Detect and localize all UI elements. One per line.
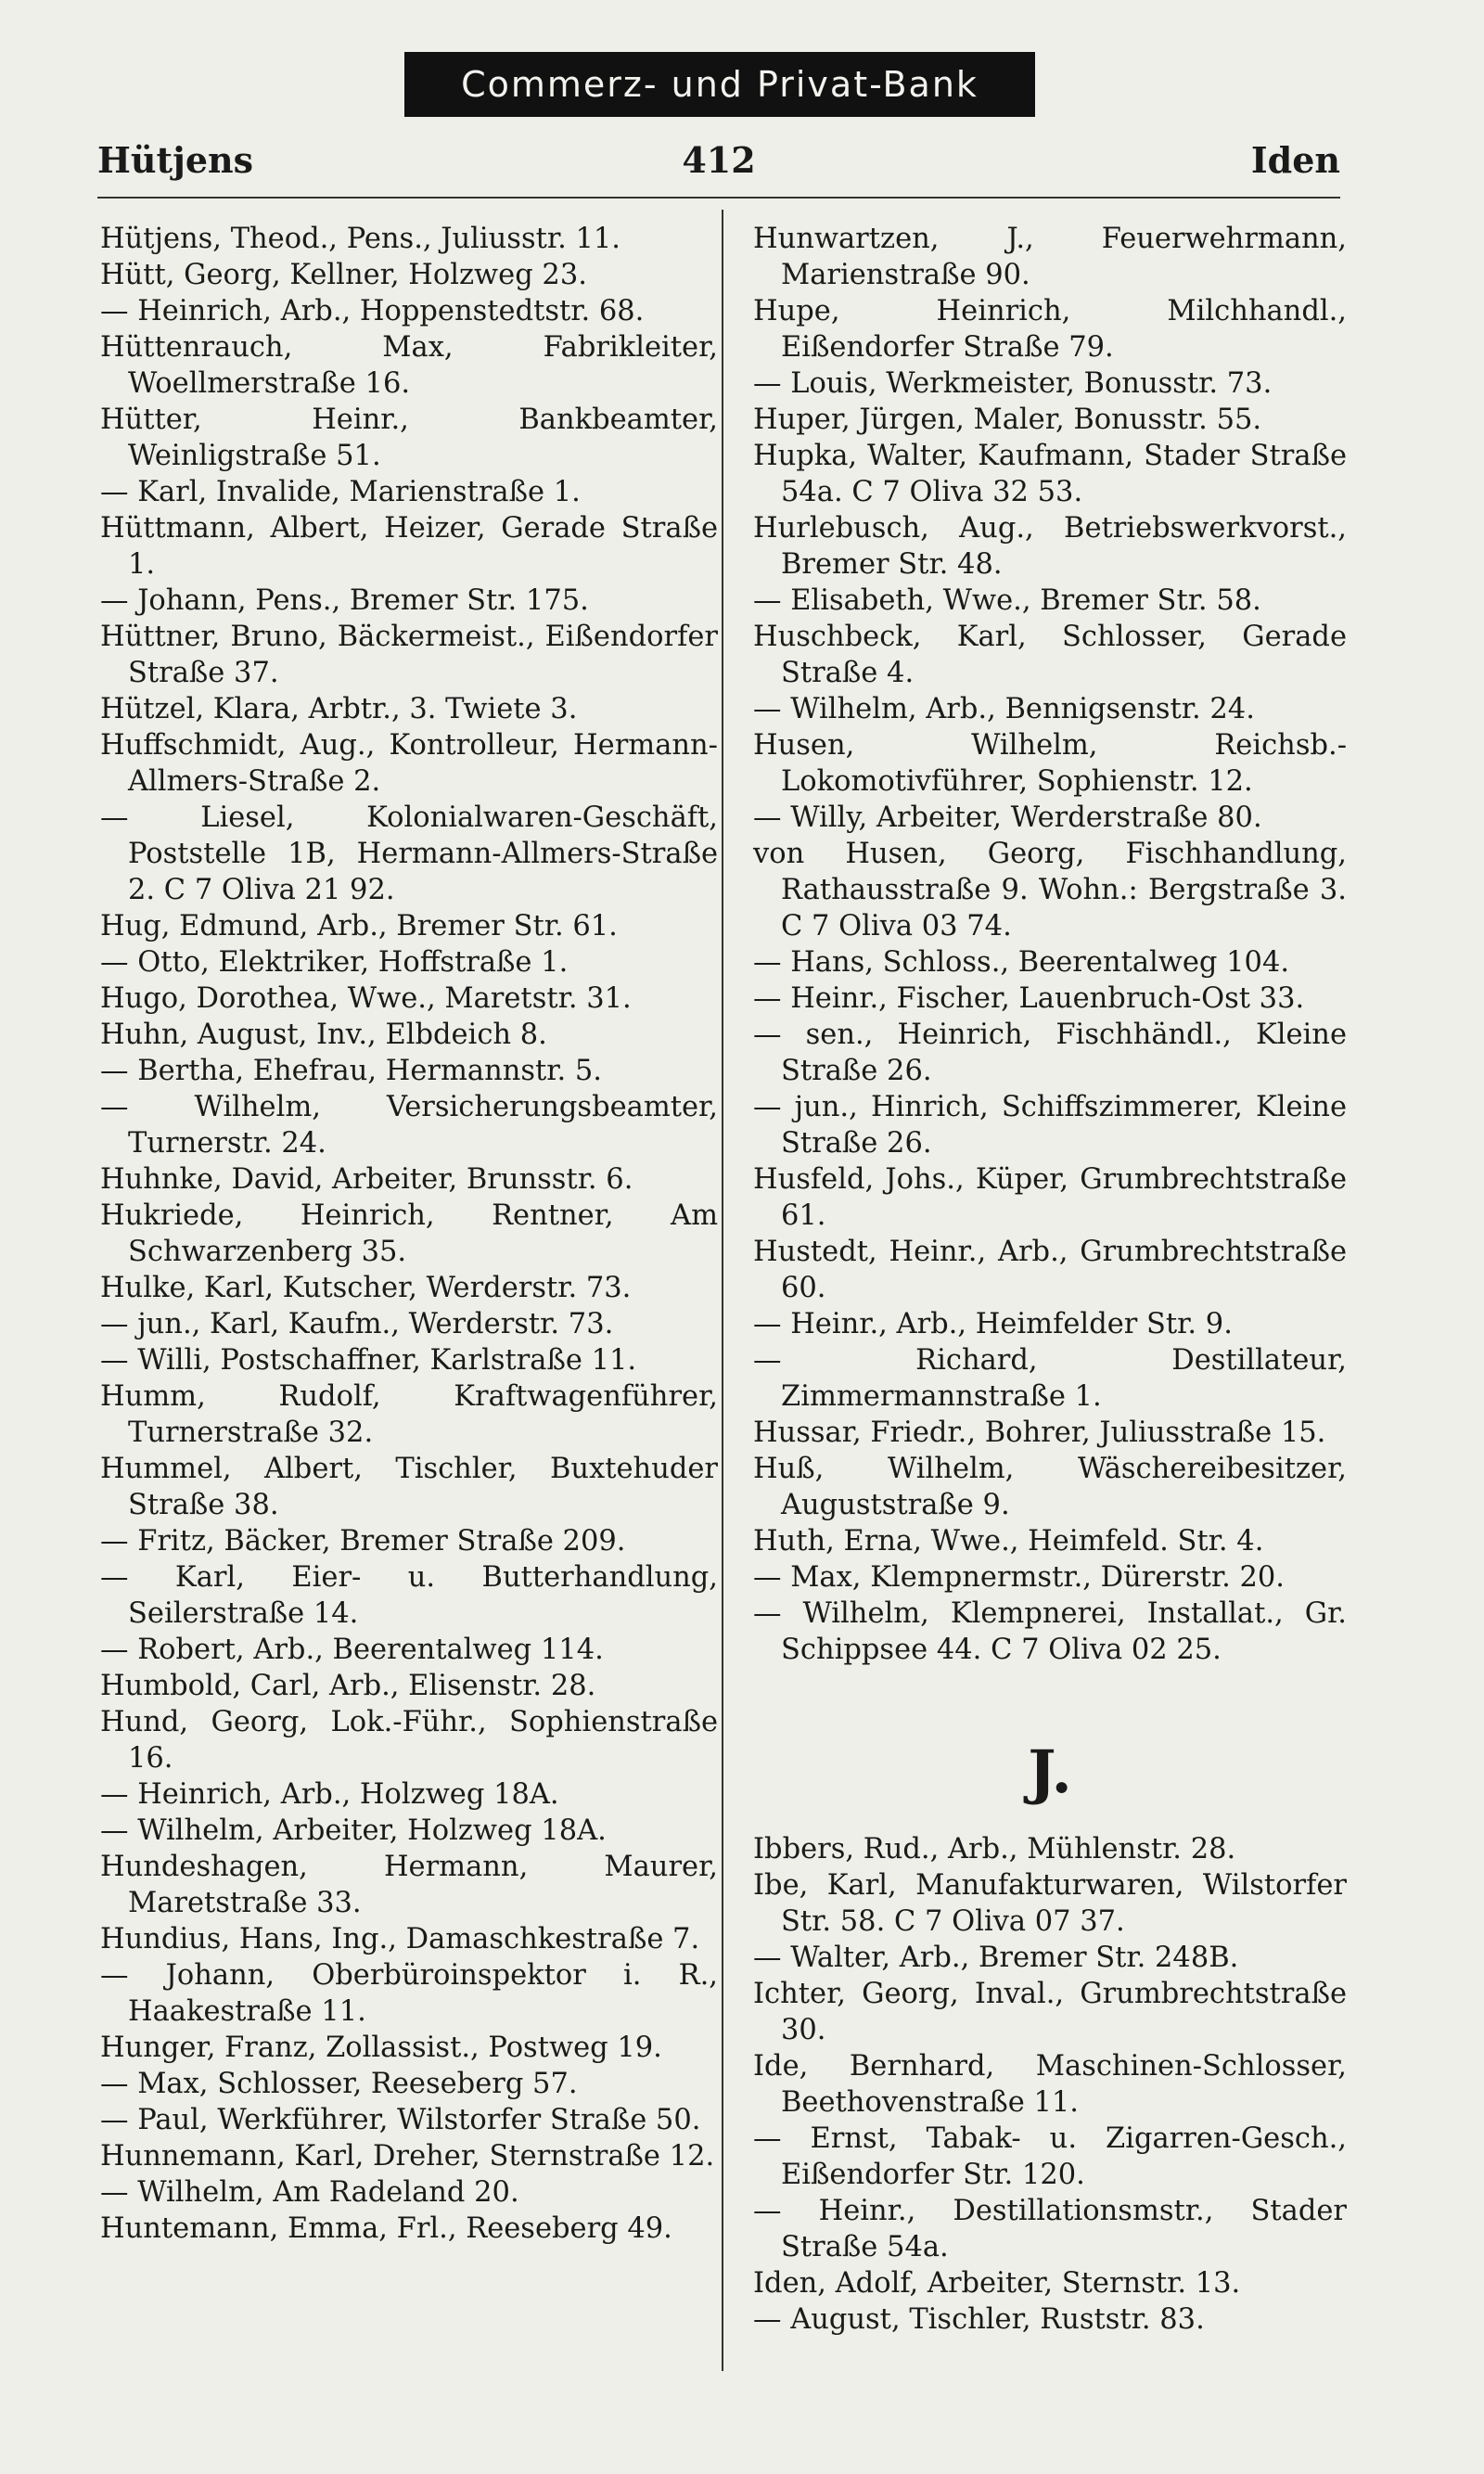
directory-entry: Husfeld, Johs., Küper, Grumbrechtstraße 61. xyxy=(753,1163,1347,1232)
directory-entry: Ichter, Georg, Inval., Grumbrechtstraße 30. xyxy=(753,1978,1347,2046)
directory-entry: — Willi, Postschaffner, Karlstraße 11. xyxy=(100,1344,637,1377)
directory-entry: — Robert, Arb., Beerentalweg 114. xyxy=(100,1634,604,1666)
section-letter: J. xyxy=(1028,1737,1072,1807)
right-column xyxy=(753,221,1347,2338)
directory-entry: — Karl, Invalide, Marienstraße 1. xyxy=(100,476,581,508)
directory-entry: Hützel, Klara, Arbtr., 3. Twiete 3. xyxy=(100,693,578,725)
left-column xyxy=(100,221,718,2247)
directory-entry: Hugo, Dorothea, Wwe., Maretstr. 31. xyxy=(100,982,632,1015)
directory-entry: Husen, Wilhelm, Reichsb.-Lokomotivführer, Sophienstr. 12. xyxy=(753,729,1347,798)
directory-entry: Humbold, Carl, Arb., Elisenstr. 28. xyxy=(100,1670,596,1702)
directory-entry: — Paul, Werkführer, Wilstorfer Straße 50. xyxy=(100,2104,701,2136)
directory-entry: — Johann, Oberbüroinspektor i. R., Haakestraße 11. xyxy=(100,1959,718,2028)
directory-entry: Hulke, Karl, Kutscher, Werderstr. 73. xyxy=(100,1272,632,1304)
directory-entry: Hupe, Heinrich, Milchhandl., Eißendorfer Straße 79. xyxy=(753,295,1347,364)
page-header xyxy=(97,139,1340,191)
directory-entry: — Heinrich, Arb., Hoppenstedtstr. 68. xyxy=(100,295,645,327)
directory-entry: von Husen, Georg, Fischhandlung, Rathausstraße 9. Wohn.: Bergstraße 3. C 7 Oliva 03 74. xyxy=(753,838,1347,942)
directory-entry: — August, Tischler, Ruststr. 83. xyxy=(753,2303,1205,2336)
directory-entry: — Louis, Werkmeister, Bonusstr. 73. xyxy=(753,367,1273,400)
directory-entry: — Liesel, Kolonialwaren-Geschäft, Poststelle 1B, Hermann-Allmers-Straße 2. C 7 Oliva 21 92. xyxy=(100,801,718,906)
directory-entry: Ibbers, Rud., Arb., Mühlenstr. 28. xyxy=(753,1833,1236,1865)
directory-entry: — Karl, Eier- u. Butterhandlung, Seilerstraße 14. xyxy=(100,1561,718,1630)
header-last-entry: Iden xyxy=(1250,139,1340,181)
directory-entry: Hund, Georg, Lok.-Führ., Sophienstraße 16. xyxy=(100,1706,718,1775)
bank-banner: Commerz- und Privat-Bank xyxy=(404,52,1035,117)
directory-entry: Hüttenrauch, Max, Fabrikleiter, Woellmerstraße 16. xyxy=(100,331,718,400)
directory-entry: Huth, Erna, Wwe., Heimfeld. Str. 4. xyxy=(753,1525,1264,1557)
directory-entry: Hummel, Albert, Tischler, Buxtehuder Straße 38. xyxy=(100,1453,718,1521)
directory-entry: — Johann, Pens., Bremer Str. 175. xyxy=(100,584,589,617)
directory-entry: Hüttner, Bruno, Bäckermeist., Eißendorfer Straße 37. xyxy=(100,621,718,689)
directory-entry: — Otto, Elektriker, Hoffstraße 1. xyxy=(100,946,569,979)
directory-entry: Hukriede, Heinrich, Rentner, Am Schwarzenberg 35. xyxy=(100,1199,718,1268)
column-divider xyxy=(722,210,723,2371)
directory-entry: Ibe, Karl, Manufakturwaren, Wilstorfer Str. 58. C 7 Oliva 07 37. xyxy=(753,1869,1347,1938)
directory-entry: Huffschmidt, Aug., Kontrolleur, Hermann-Allmers-Straße 2. xyxy=(100,729,718,798)
directory-entry: — Wilhelm, Klempnerei, Installat., Gr. Schippsee 44. C 7 Oliva 02 25. xyxy=(753,1597,1347,1666)
right-column-entries-h xyxy=(753,221,1347,1668)
directory-entry: Huschbeck, Karl, Schlosser, Gerade Straße 4. xyxy=(753,621,1347,689)
directory-entry: — Willy, Arbeiter, Werderstraße 80. xyxy=(753,801,1262,834)
directory-entry: Huß, Wilhelm, Wäschereibesitzer, Auguststraße 9. xyxy=(753,1453,1347,1521)
directory-entry: Huntemann, Emma, Frl., Reeseberg 49. xyxy=(100,2212,672,2245)
directory-entry: Humm, Rudolf, Kraftwagenführer, Turnerstraße 32. xyxy=(100,1380,718,1449)
directory-entry: — Heinr., Destillationsmstr., Stader Straße 54a. xyxy=(753,2195,1347,2263)
directory-entry: — jun., Hinrich, Schiffszimmerer, Kleine Straße 26. xyxy=(753,1091,1347,1160)
directory-entry: — Walter, Arb., Bremer Str. 248B. xyxy=(753,1942,1239,1974)
directory-entry: Hundius, Hans, Ing., Damaschkestraße 7. xyxy=(100,1923,700,1955)
directory-entry: — Wilhelm, Am Radeland 20. xyxy=(100,2176,519,2209)
directory-entry: Hunger, Franz, Zollassist., Postweg 19. xyxy=(100,2032,662,2064)
page-number: 412 xyxy=(682,139,756,181)
directory-entry: — Richard, Destillateur, Zimmermannstraße 1. xyxy=(753,1344,1347,1413)
directory-entry: Hurlebusch, Aug., Betriebswerkvorst., Bremer Str. 48. xyxy=(753,512,1347,581)
directory-entry: Hundeshagen, Hermann, Maurer, Maretstraße 33. xyxy=(100,1851,718,1919)
header-first-entry: Hütjens xyxy=(97,139,254,181)
directory-entry: — Heinrich, Arb., Holzweg 18A. xyxy=(100,1778,559,1811)
directory-entry: — Wilhelm, Versicherungsbeamter, Turnerstr. 24. xyxy=(100,1091,718,1160)
directory-entry: — Bertha, Ehefrau, Hermannstr. 5. xyxy=(100,1055,603,1087)
directory-entry: Huhn, August, Inv., Elbdeich 8. xyxy=(100,1019,547,1051)
directory-entry: — Hans, Schloss., Beerentalweg 104. xyxy=(753,946,1290,979)
directory-entry: — Heinr., Arb., Heimfelder Str. 9. xyxy=(753,1308,1233,1340)
directory-entry: — Elisabeth, Wwe., Bremer Str. 58. xyxy=(753,584,1261,617)
directory-entry: Hupka, Walter, Kaufmann, Stader Straße 54a. C 7 Oliva 32 53. xyxy=(753,440,1347,508)
directory-entry: Ide, Bernhard, Maschinen-Schlosser, Beethovenstraße 11. xyxy=(753,2050,1347,2119)
directory-entry: Hunwartzen, J., Feuerwehrmann, Marienstraße 90. xyxy=(753,223,1347,291)
directory-entry: Huhnke, David, Arbeiter, Brunsstr. 6. xyxy=(100,1163,633,1196)
directory-entry: Iden, Adolf, Arbeiter, Sternstr. 13. xyxy=(753,2267,1241,2300)
directory-entry: — Ernst, Tabak- u. Zigarren-Gesch., Eißendorfer Str. 120. xyxy=(753,2122,1347,2191)
directory-entry: Hütjens, Theod., Pens., Juliusstr. 11. xyxy=(100,223,620,255)
directory-entry: Hunnemann, Karl, Dreher, Sternstraße 12. xyxy=(100,2140,715,2173)
directory-entry: Hüttmann, Albert, Heizer, Gerade Straße 1. xyxy=(100,512,718,581)
directory-entry: Hustedt, Heinr., Arb., Grumbrechtstraße 60. xyxy=(753,1236,1347,1304)
directory-entry: Hütt, Georg, Kellner, Holzweg 23. xyxy=(100,259,587,291)
directory-entry: — Max, Schlosser, Reeseberg 57. xyxy=(100,2068,578,2100)
directory-entry: — Wilhelm, Arbeiter, Holzweg 18A. xyxy=(100,1814,607,1847)
right-column-entries-i xyxy=(753,1831,1347,2338)
directory-entry: — Heinr., Fischer, Lauenbruch-Ost 33. xyxy=(753,982,1305,1015)
directory-entry: — Wilhelm, Arb., Bennigsenstr. 24. xyxy=(753,693,1255,725)
directory-entry: Hug, Edmund, Arb., Bremer Str. 61. xyxy=(100,910,618,942)
directory-entry: — sen., Heinrich, Fischhändl., Kleine Straße 26. xyxy=(753,1019,1347,1087)
header-rule xyxy=(97,197,1340,199)
directory-entry: Hütter, Heinr., Bankbeamter, Weinligstraße 51. xyxy=(100,404,718,472)
directory-entry: — Max, Klempnermstr., Dürerstr. 20. xyxy=(753,1561,1285,1594)
directory-entry: Hussar, Friedr., Bohrer, Juliusstraße 15. xyxy=(753,1416,1326,1449)
directory-entry: — jun., Karl, Kaufm., Werderstr. 73. xyxy=(100,1308,614,1340)
directory-entry: — Fritz, Bäcker, Bremer Straße 209. xyxy=(100,1525,626,1557)
directory-entry: Huper, Jürgen, Maler, Bonusstr. 55. xyxy=(753,404,1262,436)
